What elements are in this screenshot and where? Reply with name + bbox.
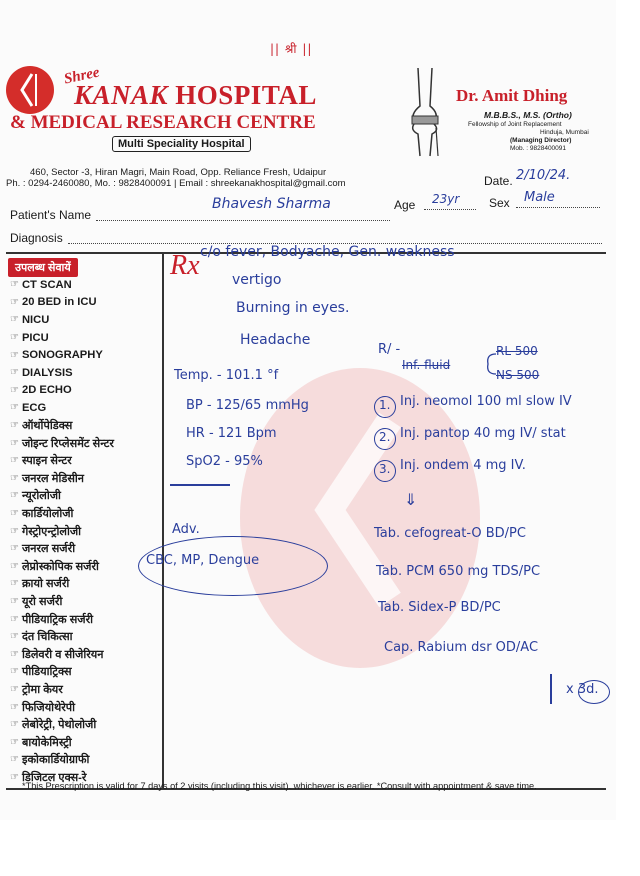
- service-item: ☞ पीडियाट्रिक्स: [10, 666, 72, 679]
- service-item: ☞ स्पाइन सेन्टर: [10, 455, 72, 468]
- pointing-hand-icon: ☞: [10, 472, 19, 484]
- pointing-hand-icon: ☞: [10, 508, 19, 520]
- pointing-hand-icon: ☞: [10, 648, 19, 660]
- hospital-name-kanak: KANAK: [74, 80, 169, 110]
- bracket-stroke: [550, 674, 552, 704]
- duration: x 3d.: [566, 682, 599, 697]
- pointing-hand-icon: ☞: [10, 420, 19, 432]
- patient-name-line: [96, 220, 390, 221]
- complaint-line: Headache: [240, 332, 311, 348]
- service-item: ☞ न्यूरोलोजी: [10, 490, 61, 503]
- med-number: 2.: [379, 430, 391, 444]
- tablet-line: Tab. cefogreat-O BD/PC: [374, 526, 526, 541]
- services-list: [10, 276, 114, 786]
- date-value: 2/10/24.: [516, 168, 571, 183]
- pointing-hand-icon: ☞: [10, 455, 19, 467]
- date-label: Date.: [484, 174, 513, 188]
- brace-icon: [480, 352, 500, 376]
- service-item: ☞ डिलेवरी व सीजेरियन: [10, 648, 104, 661]
- tablet-line: Cap. Rabium dsr OD/AC: [384, 640, 539, 655]
- doctor-role: (Managing Director): [510, 137, 572, 144]
- pointing-hand-icon: ☞: [10, 613, 19, 625]
- hospital-address: 460, Sector -3, Hiran Magri, Main Road, Opp. Reliance Fresh, Udaipur: [30, 167, 327, 178]
- vital-line: BP - 125/65 mmHg: [186, 398, 309, 413]
- sex-label: Sex: [489, 196, 510, 210]
- iv-fluid-option: NS 500: [496, 368, 540, 382]
- service-item: ☞ गेस्ट्रोएन्ट्रोलोजी: [10, 525, 82, 538]
- service-item: ☞ दंत चिकित्सा: [10, 631, 73, 644]
- pointing-hand-icon: ☞: [10, 736, 19, 748]
- knee-joint-icon: [400, 66, 450, 158]
- pointing-hand-icon: ☞: [10, 683, 19, 695]
- logo-emblem-icon: [6, 66, 54, 114]
- med-line: Inj. neomol 100 ml slow IV: [400, 394, 572, 409]
- tablet-line: Tab. PCM 650 mg TDS/PC: [376, 564, 541, 579]
- advice-tests: CBC, MP, Dengue: [146, 553, 260, 568]
- pointing-hand-icon: ☞: [10, 384, 19, 396]
- pointing-hand-icon: ☞: [10, 578, 19, 590]
- complaint-line: vertigo: [232, 272, 282, 288]
- med-number: 1.: [379, 398, 391, 412]
- pointing-hand-icon: ☞: [10, 543, 19, 555]
- pointing-hand-icon: ☞: [10, 525, 19, 537]
- pointing-hand-icon: ☞: [10, 367, 19, 379]
- sidebar-divider: [162, 252, 164, 790]
- iv-fluid-option: RL 500: [496, 344, 538, 358]
- service-item: ☞ डिजिटल एक्स-रे: [10, 771, 87, 784]
- service-item: ☞ क्रायो सर्जरी: [10, 578, 70, 591]
- service-item: ☞ ECG: [10, 401, 47, 414]
- age-label: Age: [394, 198, 416, 212]
- hospital-logo: [6, 66, 54, 114]
- vital-line: HR - 121 Bpm: [186, 426, 277, 441]
- pointing-hand-icon: ☞: [10, 719, 19, 731]
- patient-name-label: Patient's Name: [10, 208, 91, 222]
- pointing-hand-icon: ☞: [10, 560, 19, 572]
- tablet-line: Tab. Sidex-P BD/PC: [378, 600, 501, 615]
- complaint-line: Burning in eyes.: [236, 300, 350, 316]
- pointing-hand-icon: ☞: [10, 314, 19, 326]
- pointing-hand-icon: ☞: [10, 296, 19, 308]
- service-item: ☞ लेबोरेट्री, पेथोलोजी: [10, 719, 97, 732]
- service-item: ☞ 2D ECHO: [10, 384, 72, 397]
- service-item: ☞ लेप्रोस्कोपिक सर्जरी: [10, 560, 99, 573]
- iv-fluid-struck: Inf. fluid: [402, 358, 451, 372]
- hospital-name-suffix: HOSPITAL: [168, 80, 317, 110]
- pointing-hand-icon: ☞: [10, 332, 19, 344]
- pointing-hand-icon: ☞: [10, 279, 19, 291]
- down-arrow-icon: ⇓: [404, 490, 418, 509]
- hospital-subtitle: & MEDICAL RESEARCH CENTRE: [10, 112, 316, 133]
- doctor-fellowship-place: Hinduja, Mumbai: [540, 129, 589, 136]
- pointing-hand-icon: ☞: [10, 437, 19, 449]
- service-item: ☞ इकोकार्डियोग्राफी: [10, 754, 90, 767]
- hospital-name: [74, 80, 317, 111]
- service-item: ☞ यूरो सर्जरी: [10, 595, 63, 608]
- age-line: [424, 209, 476, 210]
- med-line: Inj. pantop 40 mg IV/ stat: [400, 426, 566, 441]
- service-item: ☞ CT SCAN: [10, 278, 72, 291]
- hospital-contact: Ph. : 0294-2460080, Mo. : 9828400091 | Email : shreekanakhospital@gmail.com: [6, 178, 346, 189]
- rx-symbol: Rx: [170, 250, 200, 281]
- footer-note: *This Prescription is valid for 7 days of 2 visits (including this visit). whichever is earlier. *Consult with appointment & save time.: [22, 781, 537, 791]
- service-item: ☞ 20 BED in ICU: [10, 296, 97, 309]
- diagnosis-label: Diagnosis: [10, 231, 63, 245]
- hospital-name-prefix: Shree: [62, 64, 102, 88]
- pointing-hand-icon: ☞: [10, 595, 19, 607]
- vital-line: SpO2 - 95%: [186, 454, 263, 469]
- vital-line: Temp. - 101.1 °f: [174, 368, 279, 383]
- doctor-mobile: Mob. : 9828400091: [510, 145, 567, 152]
- om-symbol: || श्री ||: [270, 42, 313, 56]
- service-item: ☞ PICU: [10, 331, 49, 344]
- service-item: ☞ जोइन्ट रिप्लेसमेंट सेन्टर: [10, 437, 114, 450]
- pointing-hand-icon: ☞: [10, 701, 19, 713]
- advice-label: Adv.: [172, 522, 200, 537]
- doctor-name: Dr. Amit Dhing: [456, 86, 568, 105]
- services-heading: उपलब्ध सेवायें: [8, 258, 78, 277]
- pointing-hand-icon: ☞: [10, 631, 19, 643]
- service-item: ☞ बायोकेमिस्ट्री: [10, 736, 72, 749]
- sex-value: Male: [524, 190, 555, 205]
- speciality-badge: Multi Speciality Hospital: [112, 136, 251, 152]
- pointing-hand-icon: ☞: [10, 754, 19, 766]
- service-item: ☞ कार्डियोलोजी: [10, 508, 74, 521]
- service-item: ☞ पीडियाट्रिक सर्जरी: [10, 613, 94, 626]
- service-item: ☞ SONOGRAPHY: [10, 349, 103, 362]
- underline-stroke: [170, 484, 230, 486]
- service-item: ☞ जनरल सर्जरी: [10, 543, 76, 556]
- pointing-hand-icon: ☞: [10, 490, 19, 502]
- pointing-hand-icon: ☞: [10, 402, 19, 414]
- service-item: ☞ ट्रोमा केयर: [10, 683, 63, 696]
- iv-heading: R/ -: [378, 342, 401, 357]
- service-item: ☞ DIALYSIS: [10, 366, 73, 379]
- doctor-qualification: M.B.B.S., M.S. (Ortho): [484, 110, 572, 120]
- doctor-fellowship: Fellowship of Joint Replacement: [468, 121, 562, 128]
- service-item: ☞ जनरल मेडिसीन: [10, 472, 84, 485]
- patient-name-value: Bhavesh Sharma: [212, 196, 331, 212]
- service-item: ☞ NICU: [10, 313, 50, 326]
- med-line: Inj. ondem 4 mg IV.: [400, 458, 526, 473]
- age-value: 23yr: [432, 192, 460, 206]
- service-item: ☞ ऑर्थोपेडिक्स: [10, 420, 73, 433]
- med-number: 3.: [379, 462, 391, 476]
- complaint-line: c/o fever, Bodyache, Gen. weakness: [200, 244, 455, 260]
- pointing-hand-icon: ☞: [10, 349, 19, 361]
- pointing-hand-icon: ☞: [10, 666, 19, 678]
- pointing-hand-icon: ☞: [10, 771, 19, 783]
- service-item: ☞ फिजियोथेरेपी: [10, 701, 76, 714]
- sex-line: [516, 207, 600, 208]
